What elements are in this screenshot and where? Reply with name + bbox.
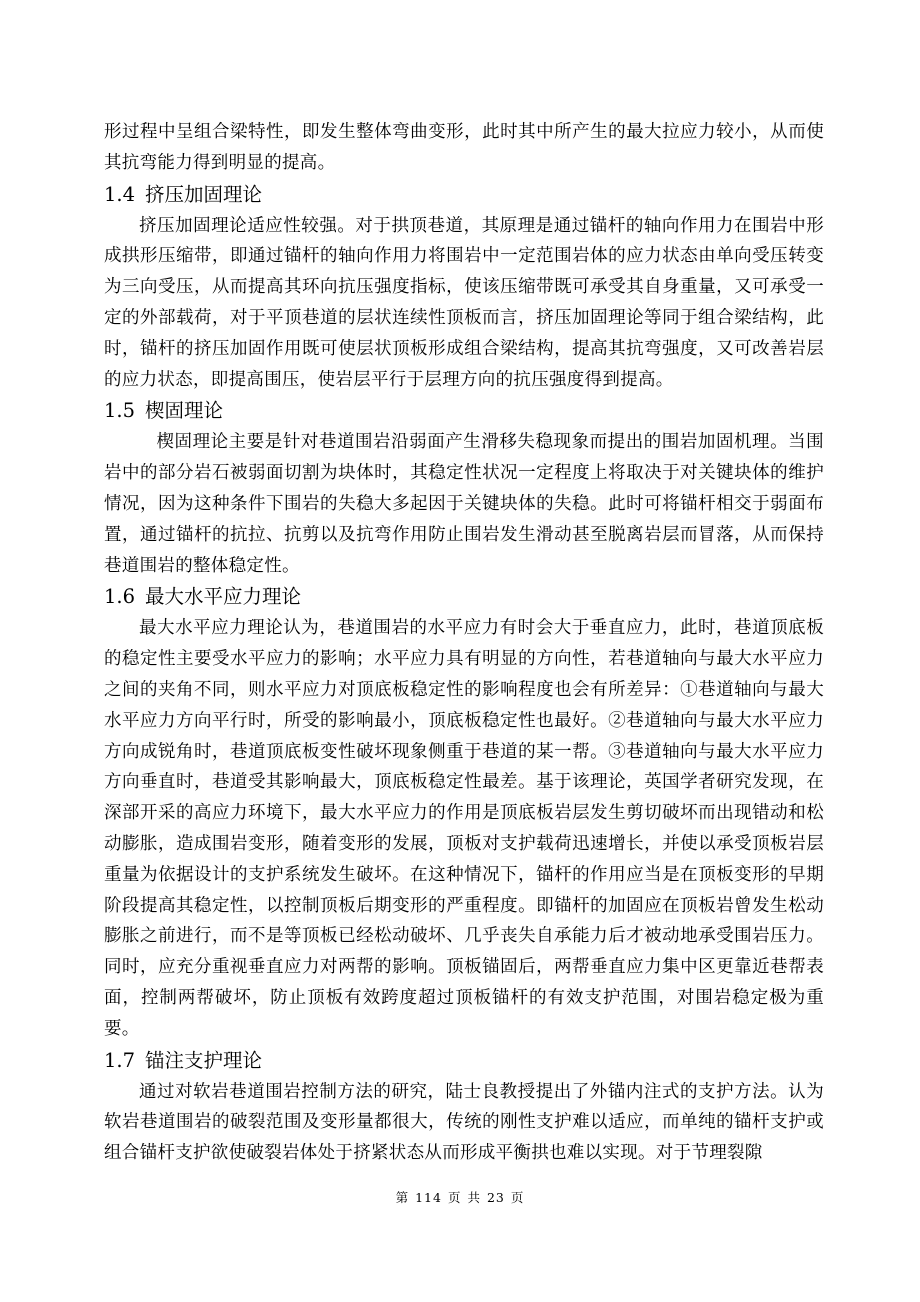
section-number: 1.6 — [104, 585, 136, 609]
section-title: 挤压加固理论 — [145, 182, 263, 206]
footer-prefix: 第 — [395, 1190, 410, 1205]
section-number: 1.7 — [104, 1048, 136, 1072]
footer-page-word: 页 — [447, 1190, 462, 1205]
page-content — [104, 117, 824, 1169]
footer-page-number: 114 — [415, 1190, 442, 1205]
paragraph-horizontal-stress-theory: 最大水平应力理论认为，巷道围岩的水平应力有时会大于垂直应力，此时，巷道顶底板的稳定性主要受水平应力的影响；水平应力具有明显的方向性，若巷道轴向与最大水平应力之间的夹角不同，则水平应力对顶底板稳定性的影响程度也会有所差异：①巷道轴向与最大水平应力方向平行时，所受的影响最小，顶底板稳定性也最好。②巷道轴向与最大水平应力方向成锐角时，巷道顶底板变性破坏现象侧重于巷道的某一帮。③巷道轴向与最大水平应力方向垂直时，巷道受其影响最大，顶底板稳定性最差。基于该理论，英国学者研究发现，在深部开采的高应力环境下，最大水平应力的作用是顶底板岩层发生剪切破坏而出现错动和松动膨胀，造成围岩变形，随着变形的发展，顶板对支护载荷迅速增长，并使以承受顶板岩层重量为依据设计的支护系统发生破坏。在这种情况下，锚杆的作用应当是在顶板变形的早期阶段提高其稳定性，以控制顶板后期变形的严重程度。即锚杆的加固应在顶板岩曾发生松动膨胀之前进行，而不是等顶板已经松动破坏、几乎丧失自承能力后才被动地承受围岩压力。同时，应充分重视垂直应力对两帮的影响。顶板锚固后，两帮垂直应力集中区更靠近巷帮表面，控制两帮破坏，防止顶板有效跨度超过顶板锚杆的有效支护范围，对围岩稳定极为重要。 — [104, 618, 824, 1039]
page-footer — [0, 1188, 920, 1206]
section-heading-1-5 — [104, 395, 824, 427]
footer-total-word: 共 — [467, 1190, 481, 1205]
paragraph-extrusion-theory: 挤压加固理论适应性较强。对于拱顶巷道，其原理是通过锚杆的轴向作用力在围岩中形成拱形压缩带，即通过锚杆的轴向作用力将围岩中一定范围岩体的应力状态由单向受压转变为三向受压，从而提高其环向抗压强度指标，使该压缩带既可承受其自身重量，又可承受一定的外部载荷，对于平顶巷道的层状连续性顶板而言，挤压加固理论等同于组合梁结构，此时，锚杆的挤压加固作用既可使层状顶板形成组合梁结构，提高其抗弯强度，又可改善岩层的应力状态，即提高围压，使岩层平行于层理方向的抗压强度得到提高。 — [104, 215, 824, 390]
section-title: 最大水平应力理论 — [145, 585, 302, 609]
paragraph-bolt-grouting-theory: 通过对软岩巷道围岩控制方法的研究，陆士良教授提出了外锚内注式的支护方法。认为软岩巷道围岩的破裂范围及变形量都很大，传统的刚性支护难以适应，而单纯的锚杆支护或组合锚杆支护欲使破裂岩体处于挤紧状态从而形成平衡拱也难以实现。对于节理裂隙 — [104, 1081, 824, 1164]
section-title: 楔固理论 — [145, 399, 224, 423]
footer-total-pages: 23 — [486, 1190, 505, 1205]
section-heading-1-4 — [104, 179, 824, 211]
paragraph-wedge-theory: 楔固理论主要是针对巷道围岩沿弱面产生滑移失稳现象而提出的围岩加固机理。当围岩中的部分岩石被弱面切割为块体时，其稳定性状况一定程度上将取决于对关键块体的维护情况，因为这种条件下围岩的失稳大多起因于关键块体的失稳。此时可将锚杆相交于弱面布置，通过锚杆的抗拉、抗剪以及抗弯作用防止围岩发生滑动甚至脱离岩层而冒落，从而保持巷道围岩的整体稳定性。 — [104, 432, 824, 576]
footer-suffix: 页 — [510, 1190, 525, 1205]
section-number: 1.5 — [104, 399, 136, 423]
paragraph-continuation: 形过程中呈组合梁特性，即发生整体弯曲变形，此时其中所产生的最大拉应力较小，从而使其抗弯能力得到明显的提高。 — [104, 122, 824, 173]
section-heading-1-7 — [104, 1045, 824, 1077]
section-number: 1.4 — [104, 182, 136, 206]
section-heading-1-6 — [104, 581, 824, 613]
section-title: 锚注支护理论 — [145, 1048, 263, 1072]
